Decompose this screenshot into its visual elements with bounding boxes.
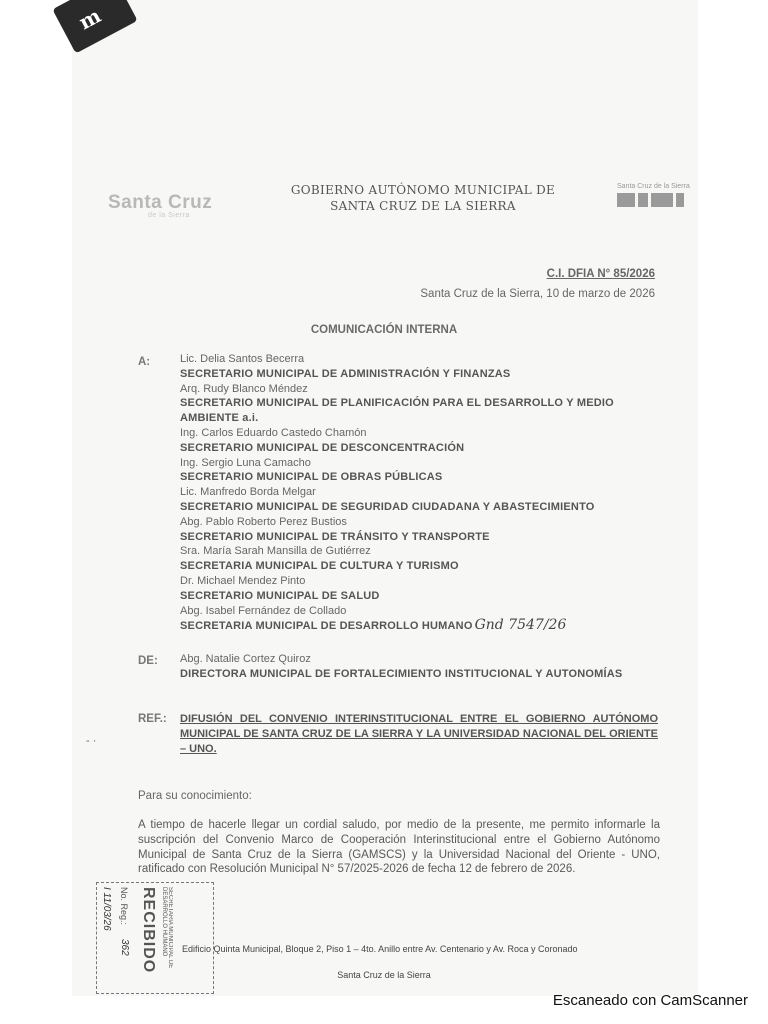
reference-label: REF.: — [138, 713, 167, 725]
recipient-name: Ing. Carlos Eduardo Castedo Chamón — [180, 426, 367, 439]
recipient-name: Lic. Delia Santos Becerra — [180, 353, 305, 365]
government-title — [260, 182, 586, 214]
stamp-org: SECRETARIA MUNICIPAL DE DESARROLLO HUMANO — [161, 887, 173, 969]
recipient-name: Lic. Manfredo Borda Melgar — [180, 486, 316, 499]
logo-left-subtext: de la Sierra — [148, 212, 190, 219]
santa-cruz-logo — [108, 192, 212, 219]
body-paragraph: A tiempo de hacerle llegar un cordial saludo, por medio de la presente, me permito informarle la suscripción del Convenio Marco de Cooperación Interinstitucional entre el Gobierno Autónomo Municipal de Santa Cruz de la Sierra (GAMSCS) y la Universidad Nacional del Oriente - UNO, ratificado con Resolución Municipal N° 57/2025-2026 de fecha 12 de febrero de 2026. — [138, 819, 660, 876]
sender-role: DIRECTORA MUNICIPAL DE FORTALECIMIENTO INSTITUCIONAL Y AUTONOMÍAS — [180, 667, 623, 680]
document-date: Santa Cruz de la Sierra, 10 de marzo de 2026 — [420, 288, 655, 300]
document-type: COMUNICACIÓN INTERNA — [310, 324, 458, 336]
recipients-list — [180, 352, 658, 634]
stamp-reg-value: 362 — [119, 939, 130, 956]
reference-text: DIFUSIÓN DEL CONVENIO INTERINSTITUCIONAL ENTRE EL GOBIERNO AUTÓNOMO MUNICIPAL DE SANTA CRUZ DE LA SIERRA Y LA UNIVERSIDAD NACIONAL DEL ORIENTE – UNO. — [180, 713, 658, 755]
recipient-role: SECRETARIO MUNICIPAL DE PLANIFICACIÓN PARA EL DESARROLLO Y MEDIO AMBIENTE a.i. — [180, 397, 614, 425]
logo-right-bars — [617, 193, 691, 207]
sender-block — [180, 652, 658, 682]
recipient-role: SECRETARIO MUNICIPAL DE DESCONCENTRACIÓN — [180, 441, 465, 454]
stamp-title: RECIBIDO — [140, 887, 157, 974]
to-label: A: — [138, 356, 151, 368]
scan-mark: - · — [86, 735, 97, 747]
recipient-name: Sra. María Sarah Mansilla de Gutiérrez — [180, 545, 371, 558]
recipient-role: SECRETARIA MUNICIPAL DE DESARROLLO HUMANO — [180, 620, 473, 633]
handwritten-note: Gnd 7547/26 — [474, 617, 567, 634]
footer-address: Edificio Quinta Municipal, Bloque 2, Piso 1 – 4to. Anillo entre Av. Centenario y Av. Roca y Coronado — [182, 944, 578, 954]
recipient-name: Arq. Rudy Blanco Méndez — [180, 382, 308, 395]
recipient-name: Dr. Michael Mendez Pinto — [180, 574, 306, 587]
stamp-handwritten: I 11/03/26 — [101, 887, 112, 931]
footer-city: Santa Cruz de la Sierra — [337, 970, 431, 980]
stamp-reg-label: No. Reg.: — [119, 887, 129, 926]
municipal-brand-logo — [617, 182, 691, 216]
gov-title-line2: SANTA CRUZ DE LA SIERRA — [330, 199, 516, 213]
body-intro: Para su conocimiento: — [138, 790, 252, 802]
recipient-role: SECRETARIO MUNICIPAL DE OBRAS PÚBLICAS — [180, 471, 443, 484]
from-label: DE: — [138, 655, 158, 667]
camscanner-watermark: Escaneado con CamScanner — [552, 992, 748, 1009]
corner-stamp-text: m — [74, 3, 105, 35]
recipient-name: Abg. Pablo Roberto Perez Bustios — [180, 515, 347, 528]
logo-right-text: Santa Cruz de la Sierra — [617, 183, 690, 190]
recipient-name: Ing. Sergio Luna Camacho — [180, 456, 311, 469]
recipient-role: SECRETARIO MUNICIPAL DE TRÁNSITO Y TRANSPORTE — [180, 530, 490, 543]
gov-title-line1: GOBIERNO AUTÓNOMO MUNICIPAL DE — [290, 183, 556, 197]
recipient-role: SECRETARIO MUNICIPAL DE SALUD — [180, 589, 380, 602]
recipient-role-row — [180, 618, 658, 634]
recipient-role: SECRETARIO MUNICIPAL DE SEGURIDAD CIUDADANA Y ABASTECIMIENTO — [180, 500, 595, 513]
recipient-role: SECRETARIO MUNICIPAL DE ADMINISTRACIÓN Y FINANZAS — [180, 367, 511, 380]
logo-left-text: Santa Cruz — [108, 192, 213, 213]
recipient-name: Abg. Isabel Fernández de Collado — [180, 604, 347, 617]
sender-name: Abg. Natalie Cortez Quiroz — [180, 653, 311, 665]
recipient-role: SECRETARIA MUNICIPAL DE CULTURA Y TURISMO — [180, 560, 459, 573]
document-code: C.I. DFIA N° 85/2026 — [546, 268, 655, 280]
